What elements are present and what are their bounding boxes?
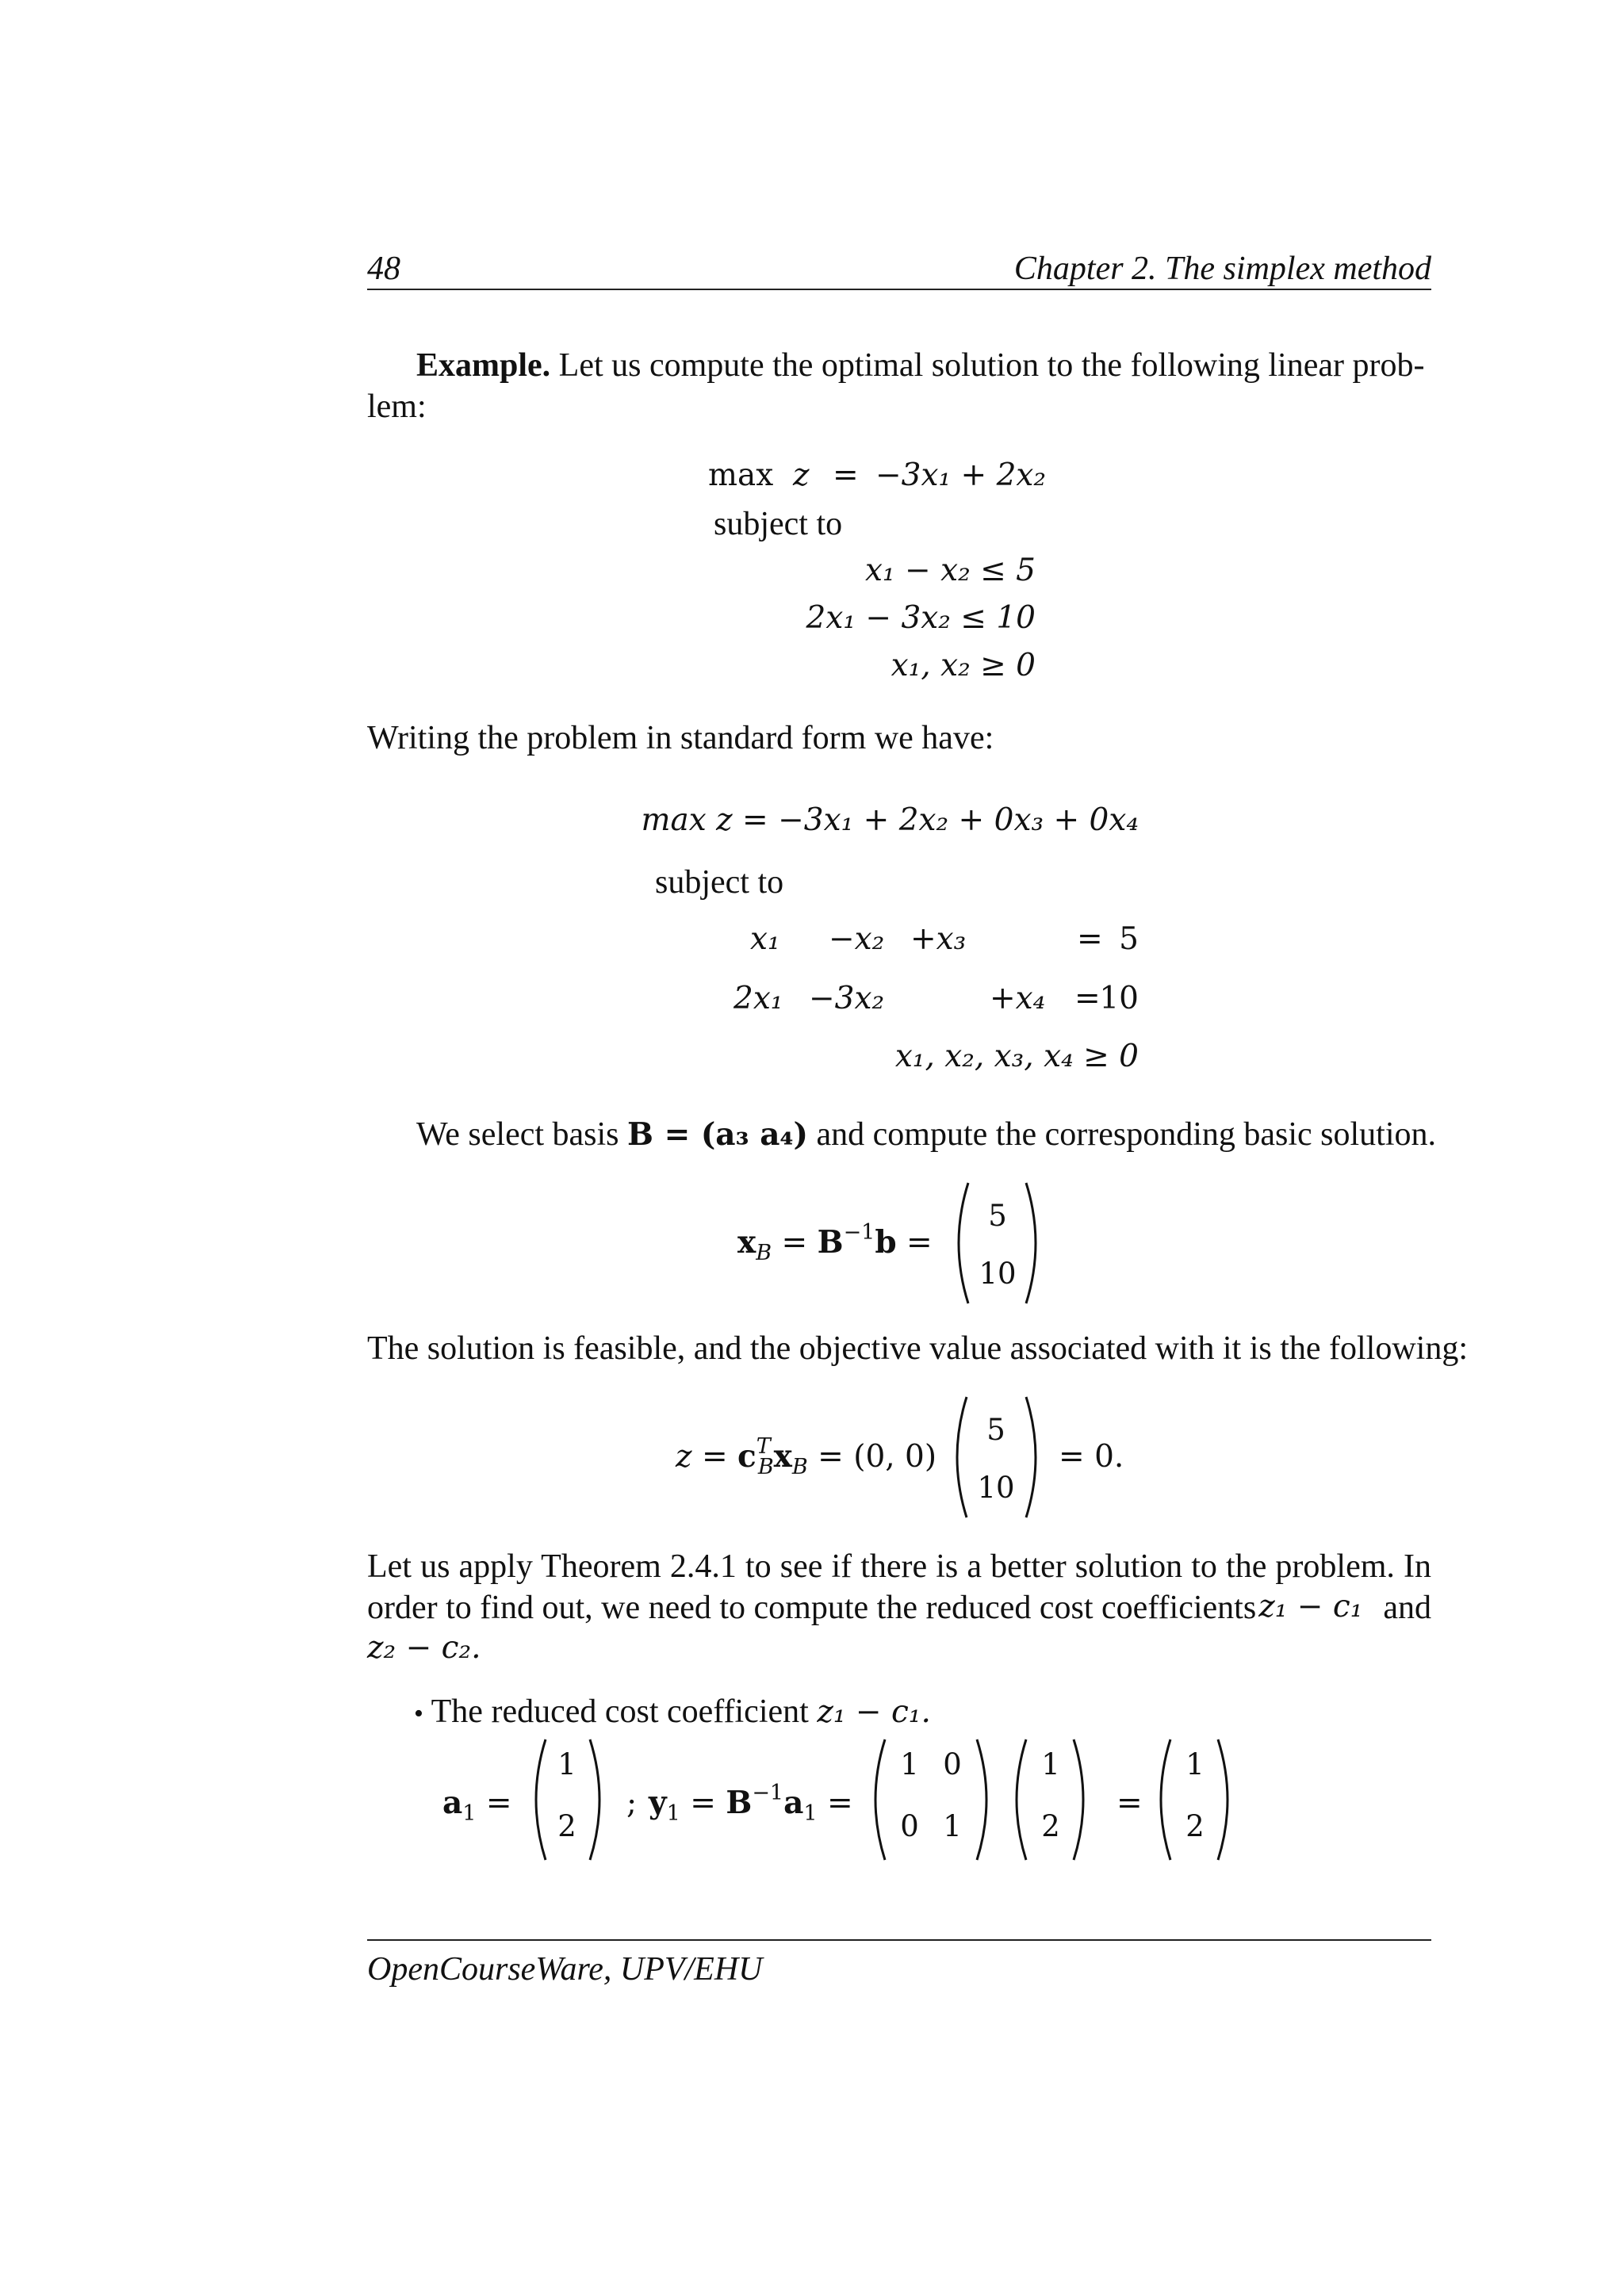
bullet-symbol: •: [414, 1699, 423, 1728]
matrix-entry-12: 0: [943, 1747, 962, 1781]
basis-sentence: [416, 1118, 1436, 1151]
theorem-line-2-text: order to find out, we need to compute the reduced cost coefficients: [367, 1590, 1257, 1626]
vector-right-paren: [1071, 1736, 1094, 1863]
xb-equation-lhs: $x_B = B^{-1}b$ =: [737, 1220, 933, 1265]
xb-value-2: 10: [979, 1257, 1017, 1291]
chapter-title: Chapter 2. The simplex method: [1013, 251, 1431, 287]
footer-rule: [367, 1939, 1431, 1941]
a1-value-2: 2: [557, 1809, 576, 1843]
theorem-line-2-math: z₁ − c₁: [1258, 1589, 1363, 1624]
z-vector-value-1: 5: [986, 1413, 1005, 1447]
constraint-2: 2x₁ − 3x₂ ≤ 10: [806, 600, 1036, 636]
subject-to-label: subject to: [714, 506, 843, 542]
y1-lhs: $y_1 = B^{-1}a_1$ =: [649, 1781, 853, 1826]
row1-equals: =: [1077, 921, 1103, 957]
matrix-right-paren: [974, 1736, 998, 1863]
row1-rhs: 5: [1119, 921, 1139, 957]
objective-expression: −3x₁ + 2x₂: [875, 457, 1047, 493]
result-equals: =: [1116, 1785, 1143, 1821]
xb-left-paren: [948, 1180, 971, 1307]
row2-x1: 2x₁: [733, 981, 783, 1016]
basis-sentence-end: and compute the corresponding basic solution.: [816, 1116, 1437, 1153]
z-equation-result: = 0.: [1059, 1439, 1124, 1475]
basis-expression: B = (a₃ a₄): [627, 1116, 809, 1153]
matrix-left-paren: [864, 1736, 888, 1863]
theorem-line-2: [367, 1591, 1431, 1624]
row1-x2: −x₂: [829, 921, 885, 957]
intro-line-2: lem:: [367, 388, 427, 425]
theorem-line-3: z₂ − c₂.: [367, 1630, 481, 1666]
a1-separator: ;: [626, 1785, 638, 1821]
bullet-item: [414, 1695, 931, 1728]
standard-nonnegativity: x₁, x₂, x₃, x₄ ≥ 0: [894, 1039, 1139, 1074]
z-left-paren: [946, 1394, 970, 1521]
footer-text: OpenCourseWare, UPV/EHU: [367, 1951, 763, 1988]
intro-line-1: [416, 349, 1424, 382]
vector-value-2: 2: [1041, 1809, 1060, 1843]
matrix-entry-21: 0: [900, 1809, 919, 1843]
theorem-line-1: Let us apply Theorem 2.4.1 to see if there is a better solution to the problem. In: [367, 1548, 1431, 1585]
constraint-1: x₁ − x₂ ≤ 5: [864, 553, 1036, 588]
row2-equals: =: [1074, 981, 1101, 1016]
result-value-1: 1: [1185, 1747, 1205, 1781]
a1-left-paren: [525, 1736, 549, 1863]
result-right-paren: [1215, 1736, 1239, 1863]
result-left-paren: [1150, 1736, 1174, 1863]
standard-subject-to: subject to: [655, 864, 784, 901]
xb-right-paren: [1023, 1180, 1047, 1307]
bullet-math: z₁ − c₁.: [817, 1694, 931, 1730]
a1-lhs: $a_1$ =: [442, 1785, 512, 1826]
theorem-line-2-end: and: [1383, 1590, 1431, 1626]
matrix-entry-22: 1: [943, 1809, 962, 1843]
feasible-sentence: The solution is feasible, and the objective value associated with it is the following:: [367, 1330, 1469, 1367]
xb-value-1: 5: [988, 1199, 1007, 1233]
a1-right-paren: [587, 1736, 611, 1863]
example-label: Example.: [416, 347, 551, 384]
vector-value-1: 1: [1041, 1747, 1060, 1781]
row1-x3: +x₃: [910, 921, 967, 957]
vector-left-paren: [1005, 1736, 1029, 1863]
basis-sentence-start: We select basis: [416, 1116, 619, 1153]
row2-rhs: 10: [1099, 981, 1139, 1016]
nonnegativity-constraint: x₁, x₂ ≥ 0: [891, 648, 1036, 683]
row2-x4: +x₄: [990, 981, 1046, 1016]
matrix-entry-11: 1: [900, 1747, 919, 1781]
max-label: max: [708, 457, 774, 493]
row1-x1: x₁: [750, 921, 780, 957]
header-rule: [367, 289, 1431, 290]
standard-objective: max z = −3x₁ + 2x₂ + 0x₃ + 0x₄: [641, 802, 1139, 838]
bullet-text: The reduced cost coefficient: [431, 1693, 809, 1730]
standard-form-intro: Writing the problem in standard form we have:: [367, 720, 994, 756]
objective-variable: z: [793, 457, 810, 493]
page-number: 48: [367, 251, 400, 287]
row2-x2: −3x₂: [809, 981, 885, 1016]
intro-line-1-text: Let us compute the optimal solution to the following linear prob-: [558, 347, 1425, 384]
result-value-2: 2: [1185, 1809, 1205, 1843]
z-equation-lhs: $z = c^T_Bx_B = (0$, 0): [676, 1434, 937, 1479]
a1-value-1: 1: [557, 1747, 576, 1781]
objective-equals: =: [833, 457, 859, 493]
z-right-paren: [1023, 1394, 1047, 1521]
z-vector-value-2: 10: [977, 1471, 1015, 1505]
